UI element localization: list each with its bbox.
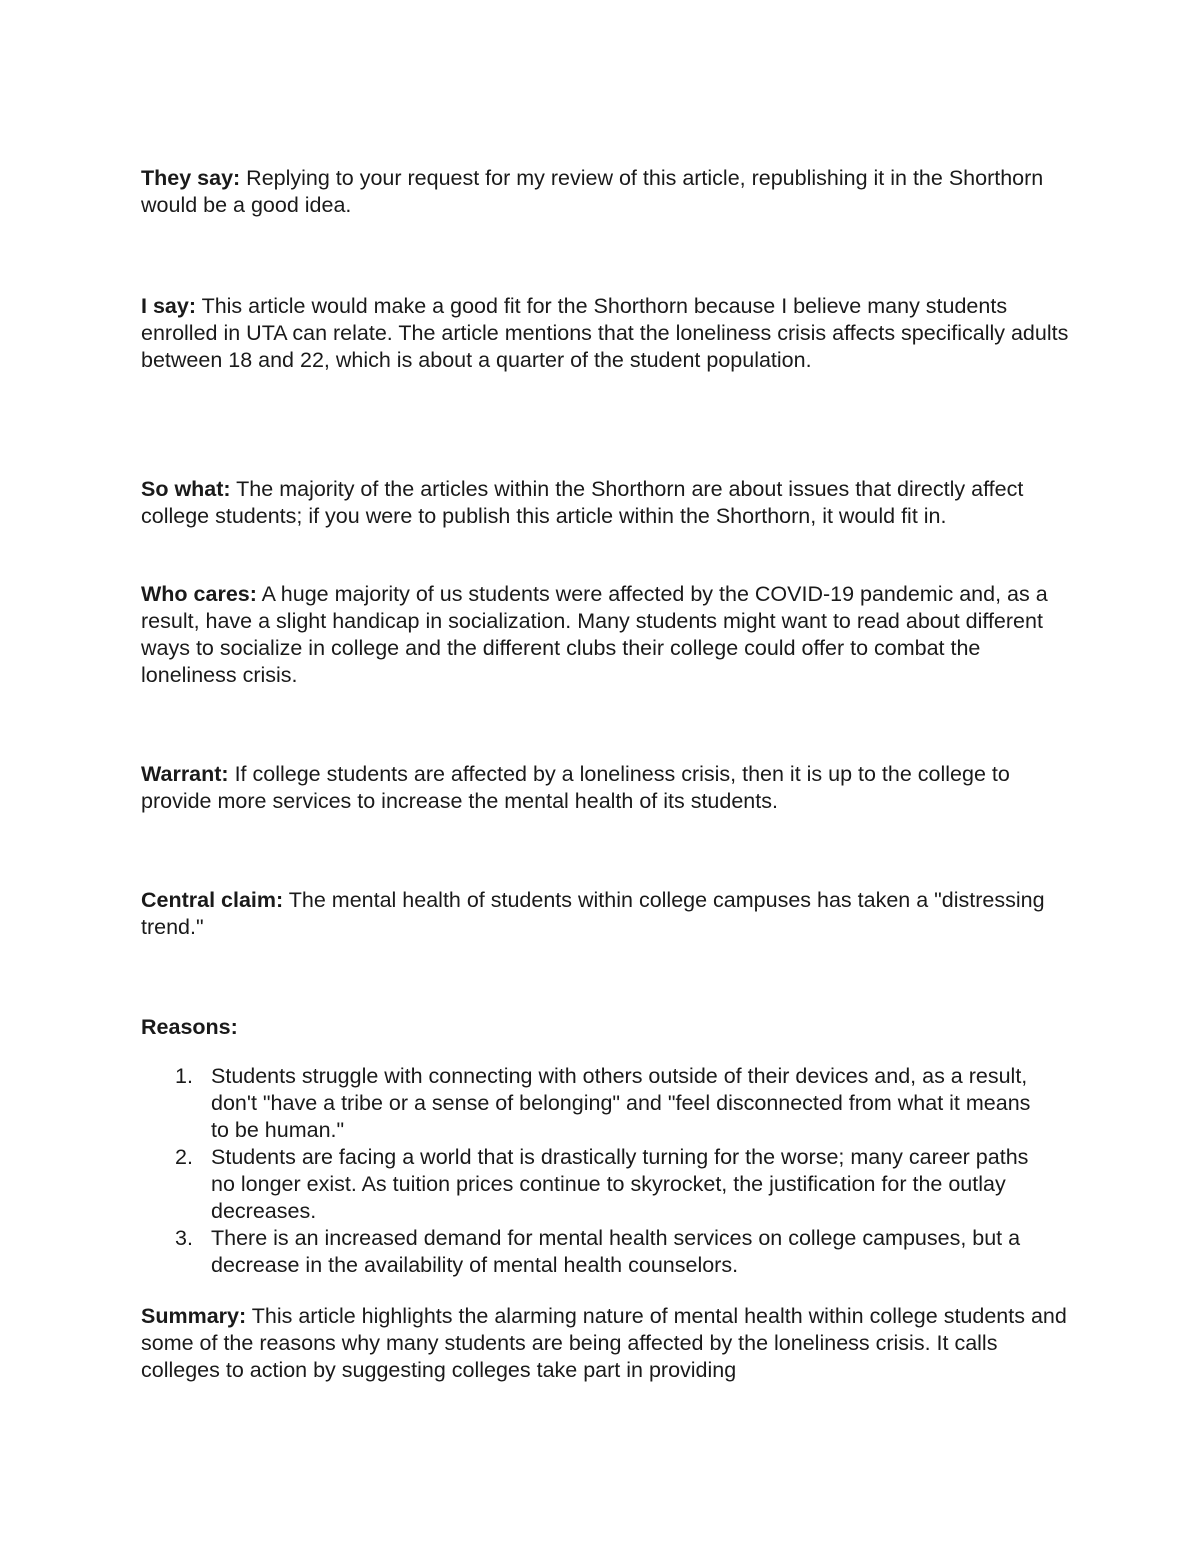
list-item-text: There is an increased demand for mental health services on college campuses, but a decrease in the availability of mental health counselors. <box>211 1226 1021 1277</box>
they-say-label: They say: <box>141 166 241 190</box>
summary-text: This article highlights the alarming nature of mental health within college students and some of the reasons why many students are being affected by the loneliness crisis. It calls colleges to action by suggesting colleges take part in providing <box>141 1304 1067 1382</box>
i-say-paragraph <box>141 293 1071 374</box>
reasons-heading: Reasons: <box>141 1015 238 1039</box>
list-item-text: Students struggle with connecting with others outside of their devices and, as a result, don't "have a tribe or a sense of belonging" and "feel disconnected from what it means to be human." <box>211 1064 1031 1142</box>
list-item-number: 2. <box>175 1145 193 1169</box>
list-item-number: 1. <box>175 1064 193 1088</box>
so-what-label: So what: <box>141 477 231 501</box>
they-say-text: Replying to your request for my review of this article, republishing it in the Shorthorn would be a good idea. <box>141 166 1044 217</box>
who-cares-label: Who cares: <box>141 582 257 606</box>
who-cares-paragraph <box>141 581 1071 689</box>
list-item <box>141 1063 1051 1144</box>
summary-label: Summary: <box>141 1304 247 1328</box>
i-say-text: This article would make a good fit for the Shorthorn because I believe many students enrolled in UTA can relate. The article mentions that the loneliness crisis affects specifically adults between 18 and 22, which is about a quarter of the student population. <box>141 294 1069 372</box>
central-claim-paragraph <box>141 887 1071 941</box>
warrant-text: If college students are affected by a loneliness crisis, then it is up to the college to provide more services to increase the mental health of its students. <box>141 762 1010 813</box>
reasons-list <box>141 1063 1051 1279</box>
list-item <box>141 1144 1051 1225</box>
so-what-paragraph <box>141 476 1071 530</box>
list-item <box>141 1225 1051 1279</box>
they-say-paragraph <box>141 165 1071 219</box>
summary-paragraph <box>141 1303 1071 1384</box>
i-say-label: I say: <box>141 294 196 318</box>
central-claim-text: The mental health of students within college campuses has taken a "distressing trend." <box>141 888 1045 939</box>
warrant-paragraph <box>141 761 1071 815</box>
so-what-text: The majority of the articles within the Shorthorn are about issues that directly affect college students; if you were to publish this article within the Shorthorn, it would fit in. <box>141 477 1024 528</box>
warrant-label: Warrant: <box>141 762 229 786</box>
list-item-text: Students are facing a world that is drastically turning for the worse; many career paths no longer exist. As tuition prices continue to skyrocket, the justification for the outlay decreases. <box>211 1145 1029 1223</box>
central-claim-label: Central claim: <box>141 888 284 912</box>
list-item-number: 3. <box>175 1226 193 1250</box>
who-cares-text: A huge majority of us students were affected by the COVID-19 pandemic and, as a result, have a slight handicap in socialization. Many students might want to read about different ways to socialize in college and the different clubs their college could offer to combat the loneliness crisis. <box>141 582 1048 687</box>
